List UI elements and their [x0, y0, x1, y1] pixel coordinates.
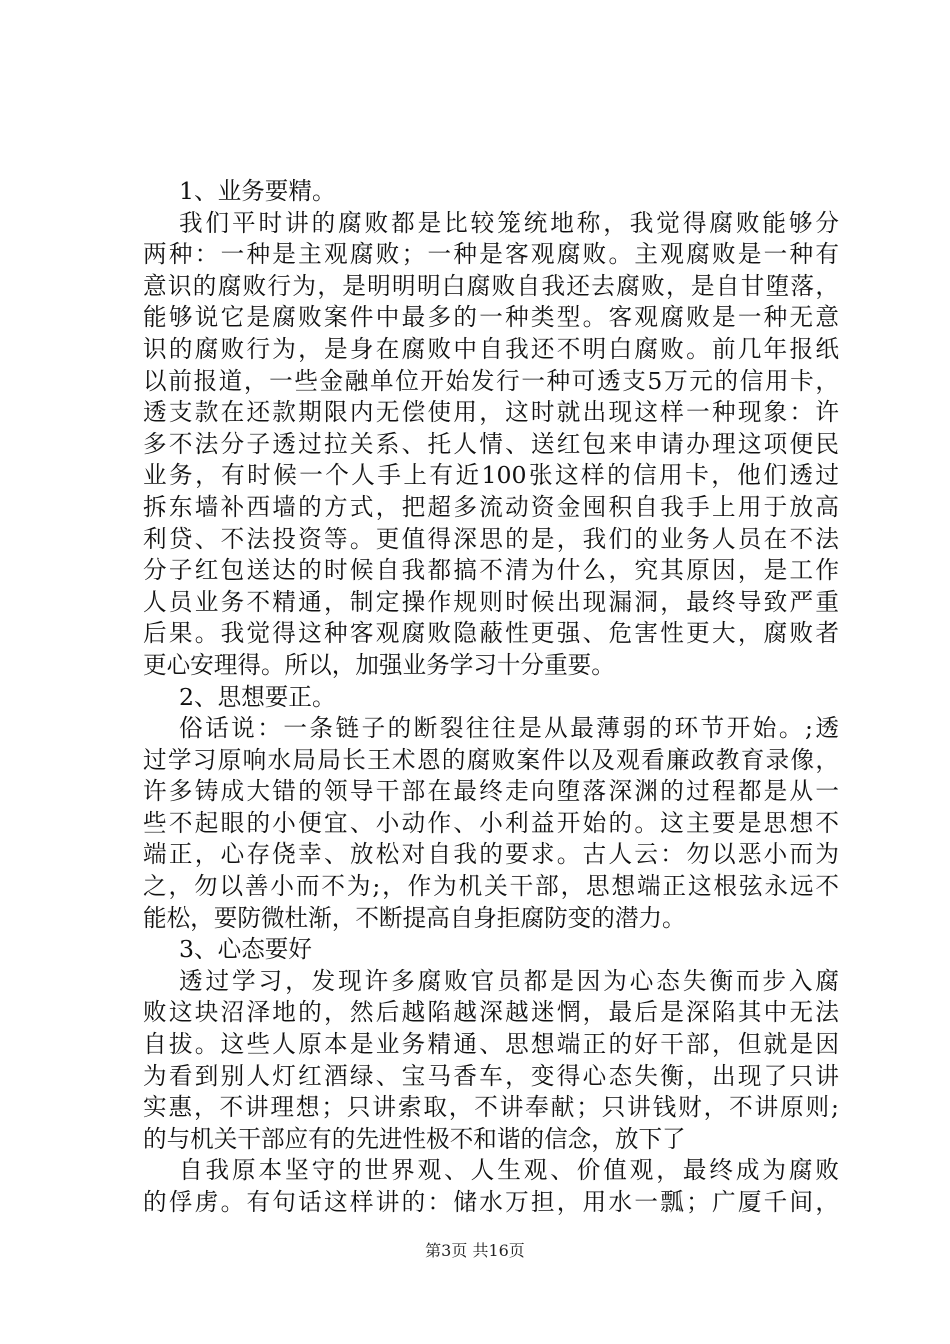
paragraph-line: 以前报道，一些金融单位开始发行一种可透支5万元的信用卡，: [143, 366, 839, 395]
section-heading-3: 3、心态要好: [179, 935, 312, 964]
paragraph-line: 端正，心存侥幸、放松对自我的要求。古人云：勿以恶小而为: [143, 840, 839, 869]
paragraph-line: 透过学习，发现许多腐败官员都是因为心态失衡而步入腐: [179, 966, 839, 995]
paragraph-line: 的俘虏。有句话这样讲的：储水万担，用水一瓢；广厦千间，: [143, 1188, 839, 1216]
paragraph-line: 更心安理得。所以，加强业务学习十分重要。: [143, 650, 615, 679]
paragraph-line: 后果。我觉得这种客观腐败隐蔽性更强、危害性更大，腐败者: [143, 619, 839, 648]
paragraph-line: 许多铸成大错的领导干部在最终走向堕落深渊的过程都是从一: [143, 777, 839, 806]
paragraph-line: 自拔。这些人原本是业务精通、思想端正的好干部，但就是因: [143, 1030, 839, 1059]
section-heading-2: 2、思想要正。: [179, 682, 336, 711]
section-heading-1: 1、业务要精。: [179, 177, 336, 205]
page-number-footer: 第3页 共16页: [425, 1241, 525, 1260]
paragraph-line: 过学习原响水局局长王术恩的腐败案件以及观看廉政教育录像，: [143, 745, 839, 774]
paragraph-line: 能够说它是腐败案件中最多的一种类型。客观腐败是一种无意: [143, 303, 839, 332]
paragraph-line: 自我原本坚守的世界观、人生观、价值观，最终成为腐败: [179, 1156, 839, 1185]
paragraph-line: 透支款在还款期限内无偿使用，这时就出现这样一种现象：许: [143, 398, 839, 427]
paragraph-line: 为看到别人灯红酒绿、宝马香车，变得心态失衡，出现了只讲: [143, 1061, 839, 1090]
paragraph-line: 我们平时讲的腐败都是比较笼统地称，我觉得腐败能够分: [179, 208, 839, 237]
paragraph-line: 拆东墙补西墙的方式，把超多流动资金囤积自我手上用于放高: [143, 492, 839, 521]
paragraph-line: 业务，有时候一个人手上有近100张这样的信用卡，他们透过: [143, 461, 839, 490]
paragraph-line: 人员业务不精通，制定操作规则时候出现漏洞，最终导致严重: [143, 587, 839, 616]
document-body: [143, 176, 839, 1219]
paragraph-line: 之，勿以善小而不为;，作为机关干部，思想端正这根弦永远不: [143, 872, 839, 901]
paragraph-line: 分子红包送达的时候自我都搞不清为什么，究其原因，是工作: [143, 556, 839, 585]
paragraph-line: 能松，要防微杜渐，不断提高自身拒腐防变的潜力。: [143, 903, 686, 932]
paragraph-line: 利贷、不法投资等。更值得深思的是，我们的业务人员在不法: [143, 524, 839, 553]
paragraph-line: 败这块沼泽地的，然后越陷越深越迷惘，最后是深陷其中无法: [143, 998, 839, 1027]
paragraph-line: 的与机关干部应有的先进性极不和谐的信念，放下了: [143, 1124, 686, 1153]
paragraph-line: 多不法分子透过拉关系、托人情、送红包来申请办理这项便民: [143, 429, 839, 458]
paragraph-line: 两种：一种是主观腐败；一种是客观腐败。主观腐败是一种有: [143, 240, 839, 269]
paragraph-line: 识的腐败行为，是身在腐败中自我还不明白腐败。前几年报纸: [143, 334, 839, 363]
paragraph-line: 意识的腐败行为，是明明明白腐败自我还去腐败，是自甘堕落，: [143, 271, 839, 300]
paragraph-line: 俗话说：一条链子的断裂往往是从最薄弱的环节开始。;透: [179, 714, 839, 743]
paragraph-line: 些不起眼的小便宜、小动作、小利益开始的。这主要是思想不: [143, 808, 839, 837]
paragraph-line: 实惠，不讲理想；只讲索取，不讲奉献；只讲钱财，不讲原则;: [143, 1093, 839, 1122]
